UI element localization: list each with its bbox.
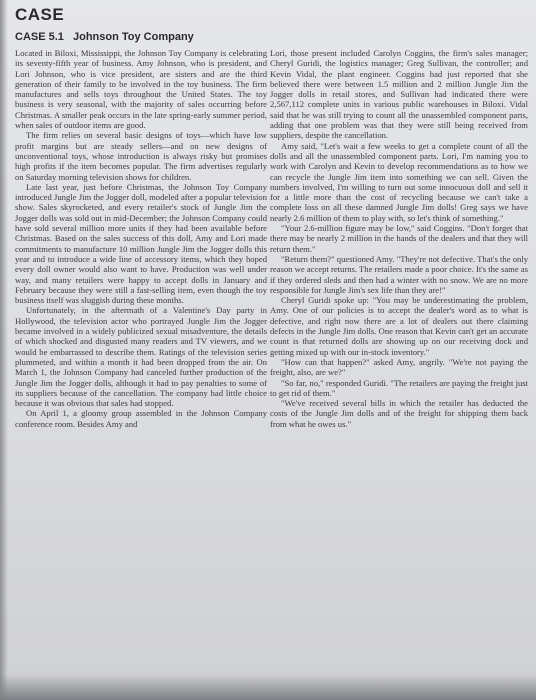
paragraph: Lori, those present included Carolyn Coggins, the firm's sales manager; Cheryl Guridi, the logistics manager; Greg Sullivan, the controller; and Kevin Vidal, the plant engineer. Coggins had just reported that she believed there were between 1.5 million and 2 million Jungle Jim the Jogger dolls in retail stores, and Sullivan had indicated there were 2,567,112 complete units in various public warehouses in Biloxi. Vidal said that he was still trying to count all the unassembled component parts, adding that one problem was that they were still being received from suppliers, despite the cancellation.	[270, 48, 528, 141]
paragraph: "So far, no," responded Guridi. "The retailers are paying the freight just to get rid of them."	[270, 377, 528, 398]
case-name: Johnson Toy Company	[72, 31, 194, 43]
paragraph: Located in Biloxi, Mississippi, the Johnson Toy Company is celebrating its seventy-fifth year of business. Amy Johnson, who is president, and Lori Johnson, who is vice president, are sisters and are the third generation of their family to be involved in the toy business. The firm manufactures and sells toys throughout the United States. The toy business is very seasonal, with the majority of sales occurring before Christmas. A smaller peak occurs in the late spring-early summer period, when sales of outdoor items are good.	[15, 48, 267, 131]
paragraph: Late last year, just before Christmas, the Johnson Toy Company introduced Jungle Jim the Jogger doll, modeled after a popular television show. Sales skyrocketed, and every retailer's stock of Jungle Jim the Jogger dolls was sold out in mid-December; the Johnson Company could have sold several million more units if they had been available before Christmas. Based on the sales success of this doll, Amy and Lori made commitments to manufacture 10 million Jungle Jim the Jogger dolls this year and to introduce a wide line of accessory items, which they hoped every doll owner would also want to have. Production was well under way, and many retailers were happy to accept dolls in January and February because they were still a fast-selling item, even though the toy business itself was sluggish during these months.	[15, 181, 267, 306]
right-column	[270, 48, 528, 429]
paragraph: "How can that happen?" asked Amy, angrily. "We're not paying the freight, also, are we?"	[270, 356, 528, 378]
paragraph: The firm relies on several basic designs of toys—which have low profit margins but are steady sellers—and on new designs of unconventional toys, whose introduction is always risky but promises high profits if the item becomes popular. The firm advertises regularly on Saturday morning television shows for children.	[15, 130, 267, 182]
paragraph: Cheryl Guridi spoke up: "You may be underestimating the problem, Amy. One of our policies is to accept the dealer's word as to what is defective, and right now there are a lot of dealers out there claiming defects in the Jungle Jim dolls. One reason that Kevin can't get an accurate count is that returned dolls are showing up on our receiving dock and getting mixed up with our in-stock inventory."	[270, 295, 528, 357]
left-column	[15, 48, 267, 429]
section-heading: CASE	[15, 5, 65, 24]
paragraph: "We've received several bills in which the retailer has deducted the costs of the Jungle Jim dolls and of the freight for shipping them back from what he owes us."	[270, 398, 528, 429]
paragraph: On April 1, a gloomy group assembled in the Johnson Company conference room. Besides Amy and	[15, 408, 267, 429]
case-title	[15, 31, 194, 43]
paragraph: Unfortunately, in the aftermath of a Valentine's Day party in Hollywood, the television actor who portrayed Jungle Jim the Jogger became involved in a widely publicized sexual misadventure, the details of which shocked and disgusted many readers and TV viewers, and we would be embarrassed to describe them. Ratings of the television series plummeted, and within a month it had been dropped from the air. On March 1, the Johnson Company had canceled further production of the Jungle Jim the Jogger dolls, although it had to pay penalties to some of its suppliers because of the cancellation. The company had little choice because it was obvious that sales had stopped.	[15, 305, 267, 409]
page-edge-shadow	[0, 0, 8, 700]
page-bottom-shadow	[0, 674, 536, 700]
paragraph: "Return them?" questioned Amy. "They're not defective. That's the only reason we accept returns. The retailers made a poor choice. It's the same as if they ordered sleds and then had a winter with no snow. We are no more responsible for Jungle Jim's sex life than they are!"	[270, 253, 528, 295]
paragraph: "Your 2.6-million figure may be low," said Coggins. "Don't forget that there may be nearly 2 million in the hands of the dealers and that they will return them."	[270, 223, 528, 254]
case-number: CASE 5.1	[15, 31, 64, 43]
paragraph: Amy said, "Let's wait a few weeks to get a complete count of all the dolls and all the unassembled component parts. Lori, I'm naming you to work with Carolyn and Kevin to develop recommendations as to how we can recycle the Jungle Jim item into something we can sell. Given the numbers involved, I'm willing to turn out some innocuous doll and sell it for a little more than the cost of recycling because we can't take a complete loss on all these damned Jungle Jim dolls! Greg says we have nearly 2.6 million of them to play with, so let's think of something."	[270, 140, 528, 223]
